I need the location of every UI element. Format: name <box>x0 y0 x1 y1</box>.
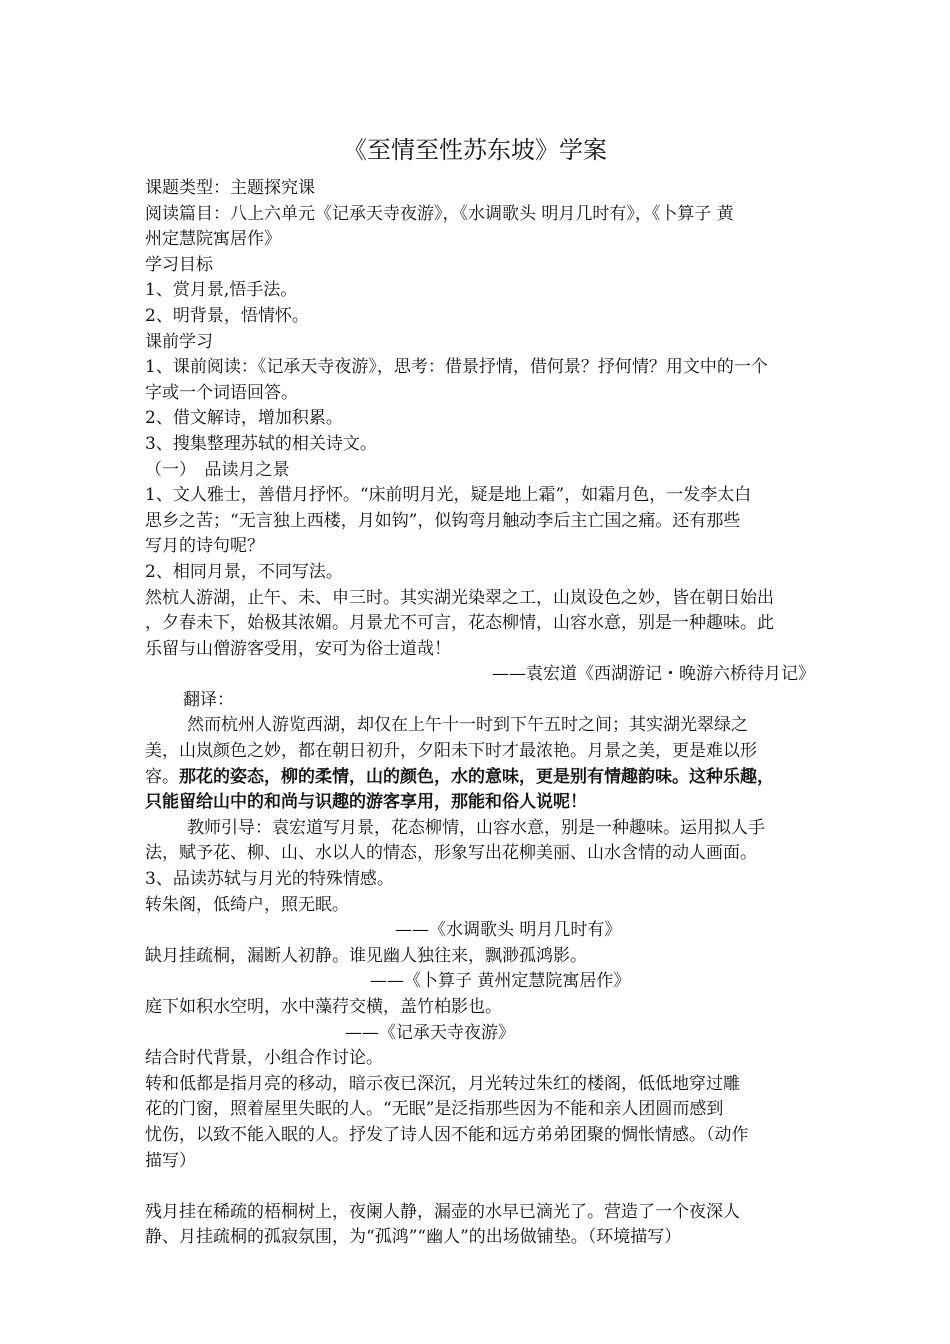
translation-line <box>145 765 815 791</box>
prestudy-item: 2、借文解诗，增加积累。 <box>145 408 343 429</box>
paragraph-line: 1、文人雅士，善借月抒怀。“床前明月光，疑是地上霜”，如霜月色，一发李太白 <box>145 485 752 506</box>
poem-line: 庭下如积水空明，水中藻荇交横，盖竹柏影也。 <box>145 997 502 1017</box>
discussion-prompt: 结合时代背景，小组合作讨论。 <box>145 1048 383 1069</box>
reading-list-line: 州定慧院寓居作》 <box>145 229 281 250</box>
goal-item: 1、赏月景,悟手法。 <box>145 280 298 301</box>
prestudy-item: 字或一个词语回答。 <box>145 382 298 403</box>
page-title: 《至情至性苏东坡》学案 <box>343 136 607 164</box>
quote-source: ——袁宏道《西湖游记・晚游六桥待月记》 <box>492 664 815 685</box>
poem-source: ——《卜算子 黄州定慧院寓居作》 <box>370 971 631 992</box>
answer-line: 转和低都是指月亮的移动，暗示夜已深沉，月光转过朱红的楼阁，低低地穿过雕 <box>145 1073 740 1094</box>
translation-bold-text: 那花的姿态，柳的柔情，山的颜色，水的意味，更是别有情趣韵味。这种乐趣， <box>179 766 774 787</box>
paragraph-line: 写月的诗句呢？ <box>145 536 264 557</box>
quote-line: 乐留与山僧游客受用，安可为俗士道哉！ <box>145 638 451 659</box>
course-type: 课题类型：主题探究课 <box>145 178 315 198</box>
translation-line: 只能留给山中的和尚与识趣的游客享用，那能和俗人说呢！ <box>145 792 587 813</box>
prestudy-item: 3、搜集整理苏轼的相关诗文。 <box>145 433 377 454</box>
paragraph-line: 2、相同月景，不同写法。 <box>145 561 343 582</box>
quote-line: ，夕春未下，始极其浓媚。月景尤不可言，花态柳情，山容水意，别是一种趣味。此 <box>145 613 774 634</box>
answer-line: 残月挂在稀疏的梧桐树上，夜阑人静，漏壶的水早已滴光了。营造了一个夜深人 <box>145 1201 740 1222</box>
paragraph-line: 思乡之苦；“无言独上西楼，月如钩”，似钩弯月触动李后主亡国之痛。还有那些 <box>145 510 741 531</box>
teacher-guide-line: 教师引导：袁宏道写月景，花态柳情，山容水意，别是一种趣味。运用拟人手 <box>187 817 765 838</box>
translation-label: 翻译： <box>183 689 234 710</box>
translation-line: 美，山岚颜色之妙，都在朝日初升，夕阳未下时才最浓艳。月景之美，更是难以形 <box>145 741 757 762</box>
translation-plain-text: 容。 <box>145 766 179 787</box>
poem-source: ——《水调歌头 明月几时有》 <box>395 920 622 941</box>
section-heading: （一） 品读月之景 <box>145 459 290 480</box>
paragraph-line: 3、品读苏轼与月光的特殊情感。 <box>145 869 394 890</box>
poem-source: ——《记承天寺夜游》 <box>345 1022 515 1043</box>
translation-line: 然而杭州人游览西湖，却仅在上午十一时到下午五时之间；其实湖光翠绿之 <box>187 715 748 736</box>
answer-line: 静、月挂疏桐的孤寂氛围，为“孤鸿”“幽人”的出场做铺垫。（环境描写） <box>145 1227 682 1248</box>
quote-line: 然杭人游湖，止午、未、申三时。其实湖光染翠之工，山岚设色之妙，皆在朝日始出 <box>145 587 774 608</box>
prestudy-item: 1、课前阅读：《记承天寺夜游》，思考：借景抒情，借何景？抒何情？用文中的一个 <box>145 357 768 378</box>
document-body <box>145 176 815 1251</box>
poem-line: 缺月挂疏桐，漏断人初静。谁见幽人独往来，飘渺孤鸿影。 <box>145 945 587 966</box>
blank-line <box>145 1174 815 1200</box>
answer-line: 描写） <box>145 1150 196 1171</box>
teacher-guide-line: 法，赋予花、柳、山、水以人的情态，形象写出花柳美丽、山水含情的动人画面。 <box>145 843 757 864</box>
answer-line: 花的门窗，照着屋里失眠的人。“无眠”是泛指那些因为不能和亲人团圆而感到 <box>145 1099 724 1120</box>
goal-item: 2、明背景，悟情怀。 <box>145 305 309 326</box>
prestudy-heading: 课前学习 <box>145 331 213 352</box>
goals-heading: 学习目标 <box>145 254 213 275</box>
reading-list-line: 阅读篇目：八上六单元《记承天寺夜游》，《水调歌头 明月几时有》，《卜算子 黄 <box>145 203 734 224</box>
poem-line: 转朱阁，低绮户，照无眠。 <box>145 894 349 915</box>
answer-line: 忧伤，以致不能入眠的人。抒发了诗人因不能和远方弟弟团聚的惆怅情感。（动作 <box>145 1124 749 1145</box>
